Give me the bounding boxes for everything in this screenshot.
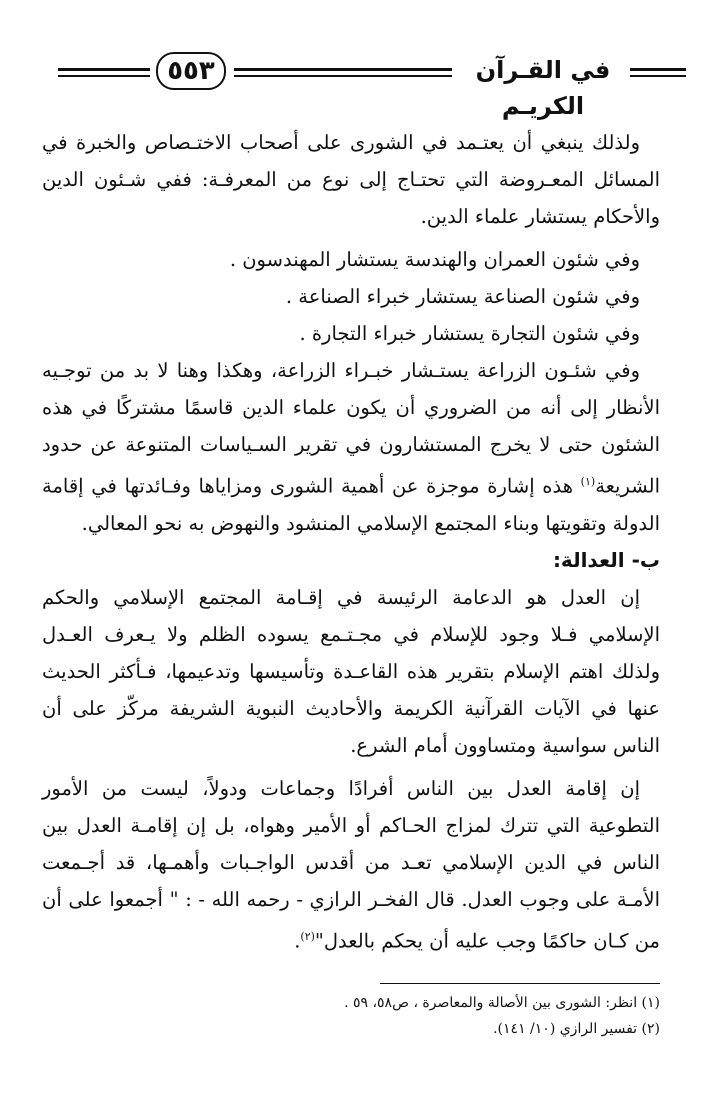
paragraph-agriculture-summary: هذه إشارة موجزة عن أهمية الشورى ومزاياها وفـائدتها في إقامة الدولة وتقويتها وبناء المجتمع الإسلامي المنشود والنهوض به نحو المعالي.: [42, 474, 660, 535]
section-heading: ب- العدالة:: [552, 547, 660, 572]
paragraph-consultation-experts: ولذلك ينبغي أن يعتـمد في الشورى على أصحاب الاختـصاص والخبرة في المسائل المعـروضة التي تحتـاج إلى نوع من المعرفـة: ففي شـئون الدين والأحكام يستشار علماء الدين.: [42, 131, 660, 228]
paragraph-agriculture: [42, 352, 660, 542]
paragraph-engineering: وفي شئون العمران والهندسة يستشار المهندسون .: [229, 248, 640, 271]
paragraph-justice-pillar: إن العدل هو الدعامة الرئيسة في إقـامة المجتمع الإسلامي والحكم الإسلامي فـلا وجود للإسلام في مجـتـمع يسوده الظلم ولا يـعرف العـدل ولذلك اهتم الإسلام بتقرير هذه القاعـدة وتأسيسها وتدعيمها، فـأكثر الحديث عنها في الآيات القرآنية الكريمة والأحاديث النبوية الشريفة مركّز على أن الناس سواسية ومتساوون أمام الشرع.: [42, 585, 660, 757]
paragraph-justice-duty-text: إن إقامة العدل بين الناس أفرادًا وجماعات ودولاً، ليست من الأمور التطوعية التي تترك لمزاج الحـاكم أو الأمير وهواه، بل إن إقامـة العدل بين الناس في الدين الإسلامي تعـد من أقدس الواجـبات وأهمـها، قد أجـمعت الأمـة على وجوب العدل. قال الفخـر الرازي - رحمه الله - : " أجمعوا على أن من كـان حاكمًا وجب عليه أن يحكم بالعدل": [42, 776, 660, 952]
body-text: [42, 124, 660, 959]
footnote-2: (٢) تفسير الرازي (١٠/ ١٤١).: [493, 1021, 660, 1037]
footnote-separator: [380, 983, 660, 984]
footnote-marker-2: (٢): [300, 929, 315, 943]
page-header: [40, 48, 670, 120]
paragraph-agriculture-text: وفي شئـون الزراعة يستـشار خبـراء الزراعة، وهكذا وهنا لا بد من توجـيه الأنظار إلى أنه من الضروري أن يكون علماء الدين قاسمًا مشتركًا في هذه الشئون حتى لا يخرج المستشارون في تقرير السـياسات المتنوعة عن حدود الشريعة: [42, 359, 660, 498]
paragraph-end-period: .: [294, 929, 301, 952]
footnote-1: (١) انظر: الشورى بين الأصالة والمعاصرة ، ص٥٨، ٥٩ .: [344, 995, 660, 1011]
paragraph-industry: وفي شئون الصناعة يستشار خبراء الصناعة .: [285, 285, 640, 308]
footnotes: [42, 990, 660, 1042]
paragraph-trade: وفي شئون التجارة يستشار خبراء التجارة .: [299, 322, 640, 345]
header-rule-right: [630, 68, 686, 77]
header-rule-left: [58, 68, 150, 77]
running-title: في القـرآن الكريـم: [475, 56, 611, 120]
header-rule-middle: [234, 68, 452, 77]
page-number: ٥٥٣: [156, 52, 226, 90]
footnote-marker-1: (١): [580, 475, 596, 488]
paragraph-justice-duty: [42, 770, 660, 960]
